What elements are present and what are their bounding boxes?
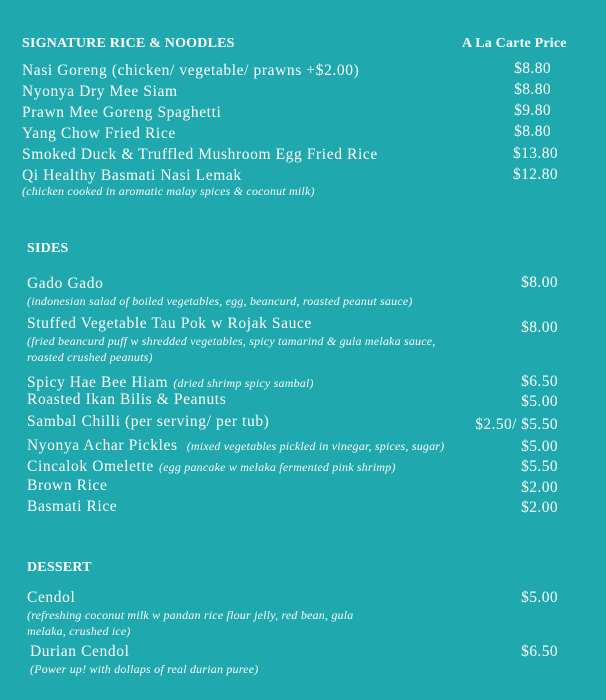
menu-item-description: (refreshing coconut milk w pandan rice flour jelly, red bean, gula <box>27 608 354 622</box>
menu-item-description-cont: roasted crushed peanuts) <box>27 350 153 364</box>
menu-item-name: Prawn Mee Goreng Spaghetti <box>22 104 222 121</box>
menu-item-price: $8.80 <box>514 60 551 77</box>
menu-item-price: $12.80 <box>512 166 558 183</box>
menu-item-inline-description: (dried shrimp spicy sambal) <box>173 376 314 390</box>
menu-item-inline-description: (egg pancake w melaka fermented pink shrimp) <box>158 460 396 474</box>
menu-item-name: Nasi Goreng (chicken/ vegetable/ prawns +$2.00) <box>22 62 360 79</box>
price-header: A La Carte Price <box>462 36 567 51</box>
menu-item-price: $8.00 <box>521 319 558 336</box>
section-title-sides: SIDES <box>27 241 69 256</box>
menu-item-price: $8.00 <box>521 274 558 291</box>
menu-item-price: $5.00 <box>521 438 558 455</box>
menu-item-name: Basmati Rice <box>27 498 118 515</box>
menu-item-price: $6.50 <box>521 373 558 390</box>
menu-item-price: $5.00 <box>521 393 558 410</box>
menu-item-price: $13.80 <box>512 145 558 162</box>
section-title-signature: SIGNATURE RICE & NOODLES <box>22 36 235 51</box>
menu-item-price: $2.00 <box>521 479 558 496</box>
menu-item-price: $8.80 <box>514 123 551 140</box>
menu-item-name: Durian Cendol <box>30 643 130 660</box>
menu-item-description: (fried beancurd puff w shredded vegetables, spicy tamarind & gula melaka sauce, <box>27 334 436 348</box>
menu-item-name: Sambal Chilli (per serving/ per tub) <box>27 413 270 430</box>
menu-item-price: $6.50 <box>521 643 558 660</box>
menu-item-row <box>27 435 444 455</box>
menu-item-price: $5.50 <box>521 458 558 475</box>
menu-item-name: Roasted Ikan Bilis & Peanuts <box>27 391 227 408</box>
menu-item-price: $9.80 <box>514 102 551 119</box>
menu-item-price: $2.00 <box>521 499 558 516</box>
menu-item-name: Nyonya Dry Mee Siam <box>22 83 178 100</box>
menu-item-name: Cincalok Omelette <box>27 458 154 475</box>
menu-item-name: Cendol <box>27 589 76 606</box>
section-title-dessert: DESSERT <box>27 560 92 575</box>
menu-item-description: (Power up! with dollaps of real durian puree) <box>30 662 259 676</box>
menu-item-name: Spicy Hae Bee Hiam <box>27 374 169 391</box>
menu-item-price: $8.80 <box>514 81 551 98</box>
menu-item-inline-description: (mixed vegetables pickled in vinegar, spices, sugar) <box>186 439 445 453</box>
menu-item-name: Yang Chow Fried Rice <box>22 125 176 142</box>
menu-item-name: Gado Gado <box>27 275 104 292</box>
menu-item-name: Brown Rice <box>27 477 108 494</box>
menu-item-row <box>27 456 396 476</box>
menu-item-description: (indonesian salad of boiled vegetables, egg, beancurd, roasted peanut sauce) <box>27 294 413 308</box>
menu-item-price: $2.50/ $5.50 <box>475 416 558 433</box>
menu-item-name: Qi Healthy Basmati Nasi Lemak <box>22 167 242 184</box>
menu-item-description-cont: melaka, crushed ice) <box>27 624 131 638</box>
menu-item-price: $5.00 <box>521 589 558 606</box>
menu-item-name: Smoked Duck & Truffled Mushroom Egg Fried Rice <box>22 146 378 163</box>
menu-item-row <box>27 372 314 392</box>
menu-item-name: Stuffed Vegetable Tau Pok w Rojak Sauce <box>27 315 312 332</box>
menu-item-name: Nyonya Achar Pickles <box>27 437 178 454</box>
menu-item-description: (chicken cooked in aromatic malay spices & coconut milk) <box>22 184 315 198</box>
